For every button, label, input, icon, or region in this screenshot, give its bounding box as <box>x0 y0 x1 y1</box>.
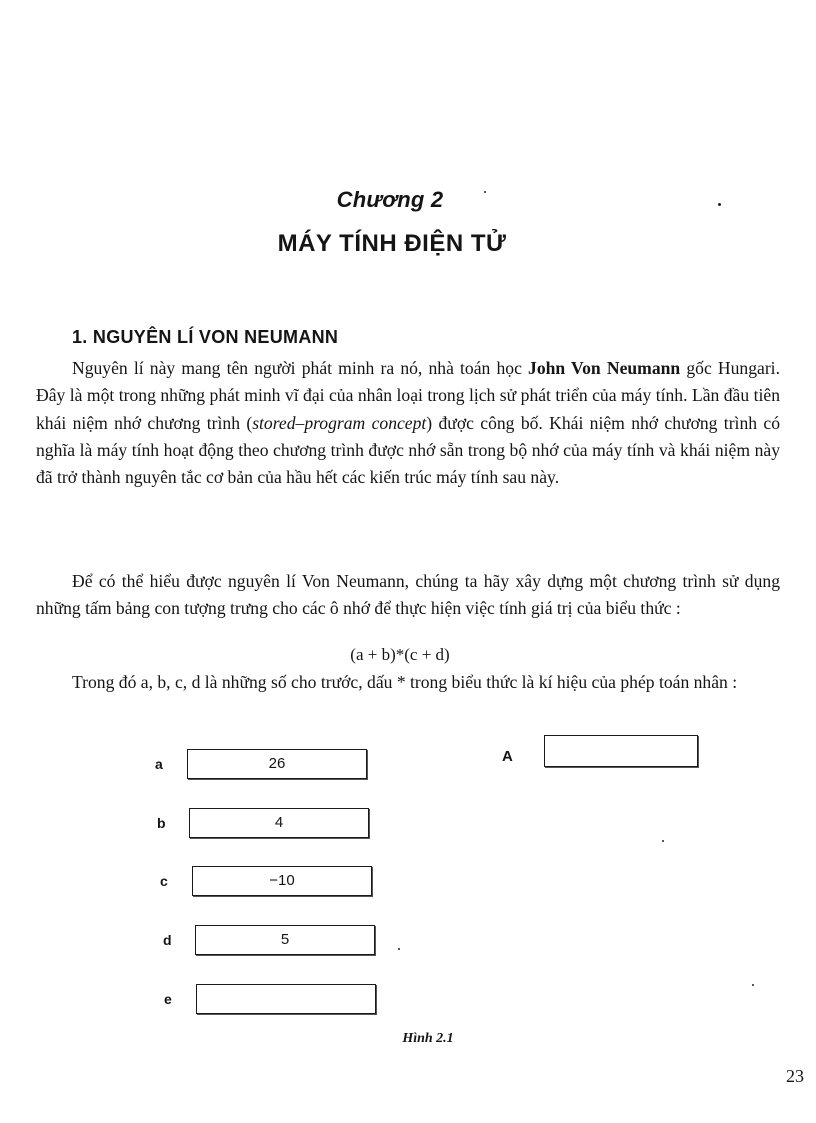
paragraph-text: ) được công bố. Khái niệm nhớ chương trình có nghĩa là máy tính hoạt động theo chương trình được nhớ sẵn trong bộ nhớ của máy tính và khái niệm này đã trở thành nguyên tắc cơ bản của hầu hết các kiến trúc máy tính sau này. <box>36 412 780 488</box>
cell-box: 26 <box>187 749 367 779</box>
cell-box <box>544 735 698 767</box>
person-name: John Von Neumann <box>528 358 681 378</box>
paragraph-example-setup: Để có thể hiểu được nguyên lí Von Neumann, chúng ta hãy xây dựng một chương trình sử dụng những tấm bảng con tượng trưng cho các ô nhớ để thực hiện việc tính giá trị của biểu thức : <box>36 571 780 619</box>
cell-box: 5 <box>195 925 375 955</box>
cell-box: −10 <box>192 866 372 896</box>
cell-label: b <box>157 815 166 831</box>
cell-box <box>196 984 376 1014</box>
scan-speck <box>398 948 400 950</box>
figure-caption: Hình 2.1 <box>402 1031 454 1046</box>
cell-label: a <box>155 756 163 772</box>
term-italic: stored–program concept <box>252 412 427 433</box>
scan-speck <box>662 840 664 842</box>
section-heading: 1. NGUYÊN LÍ VON NEUMANN <box>72 327 339 347</box>
page-number: 23 <box>786 1066 804 1086</box>
cell-box: 4 <box>189 808 369 838</box>
chapter-title: MÁY TÍNH ĐIỆN TỬ <box>277 230 507 257</box>
formula: (a + b)*(c + d) <box>350 645 450 664</box>
scan-speck <box>752 984 754 986</box>
cell-label: c <box>160 873 168 889</box>
cell-label: A <box>502 748 513 765</box>
paragraph-text: gốc Hungari. Đây là một trong những phát minh vĩ đại của nhân loại trong lịch sử phát triển của máy tính. Lần đầu tiên khái niệm nhớ chương trình ( <box>36 358 780 433</box>
chapter-label: Chương 2 <box>336 187 444 212</box>
paragraph-operands: Trong đó a, b, c, d là những số cho trước, dấu * trong biểu thức là kí hiệu của phép toán nhân : <box>72 672 738 692</box>
cell-label: d <box>163 932 172 948</box>
cell-label: e <box>164 991 172 1007</box>
paragraph-von-neumann-intro <box>36 355 780 491</box>
scan-speck <box>484 191 486 193</box>
paragraph-text: Nguyên lí này mang tên người phát minh ra nó, nhà toán học <box>72 358 529 378</box>
scan-speck <box>718 203 721 206</box>
